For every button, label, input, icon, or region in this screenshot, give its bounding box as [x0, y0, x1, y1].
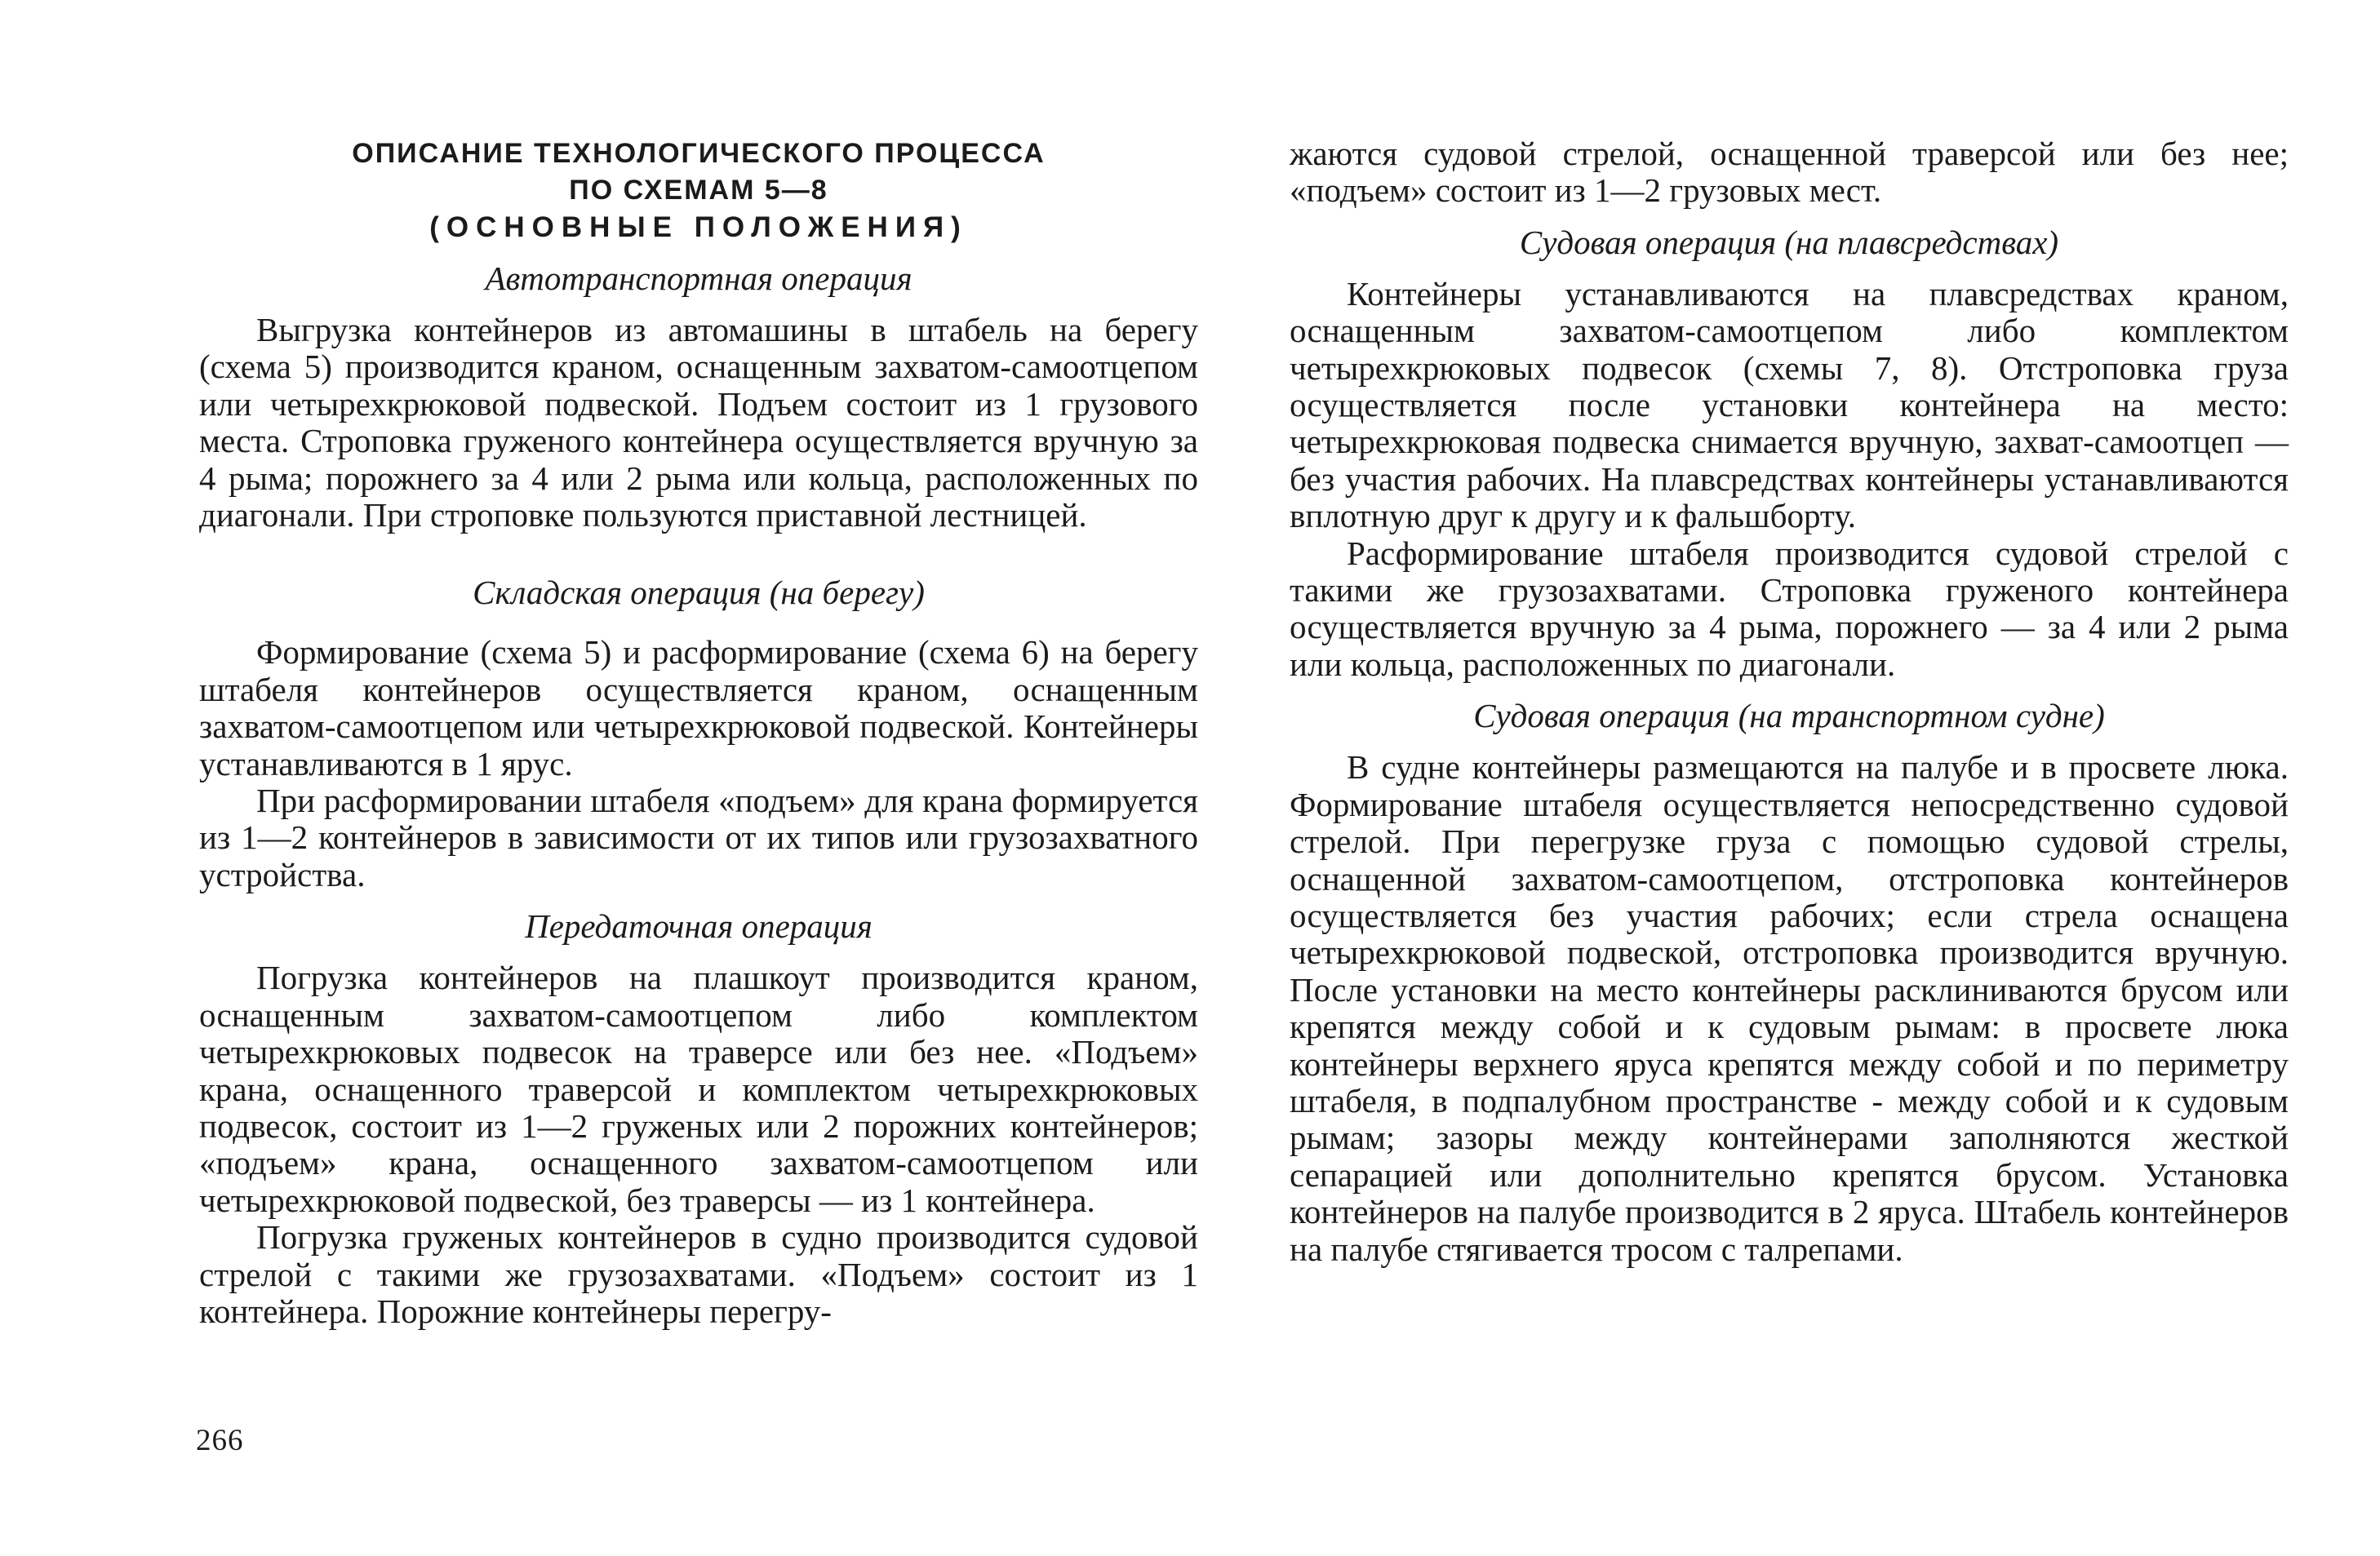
- paragraph-warehouse-1: Формирование (схема 5) и расформирование (схема 6) на берегу штабеля контейнеров осуществляется краном, оснащенным захватом-самоотцепом или четырехкрюковой подвеской. Контейнеры устанавливаются в 1 ярус.: [199, 633, 1198, 782]
- right-page: [1290, 135, 2289, 1268]
- section-heading-auto-transport: Автотранспортная операция: [485, 259, 912, 297]
- paragraph-ship-transport: В судне контейнеры размещаются на палубе и в просвете люка. Формирование штабеля осуществляется непосредственно судовой стрелой. При перегрузке груза с помощью судовой стрелы, оснащенной захватом-самоотцепом, отстроповка контейнеров осуществляется без участия рабочих; если стрела оснащена четырехкрюковой подвеской, отстроповка производится вручную. После установки на место контейнеры расклиниваются брусом или крепятся между собой и к судовым рымам: в просвете люка контейнеры верхнего яруса крепятся между собой и по периметру штабеля, в подпалубном пространстве - между собой и к судовым рымам; зазоры между контейнерами заполняются жесткой сепарацией или дополнительно крепятся брусом. Установка контейнеров на палубе производится в 2 яруса. Штабель контейнеров на палубе стягивается тросом с талрепами.: [1290, 748, 2289, 1268]
- paragraph-continuation: жаются судовой стрелой, оснащенной траверсой или без нее; «подъем» состоит из 1—2 грузовых мест.: [1290, 135, 2289, 210]
- paragraph-ship-floating-1: Контейнеры устанавливаются на плавсредствах краном, оснащенным захватом-самоотцепом либо комплектом четырехкрюковых подвесок (схемы 7, 8). Отстроповка груза осуществляется после установки контейнера на место: четырехкрюковая подвеска снимается вручную, захват-самоотцеп — без участия рабочих. На плавсредствах контейнеры устанавливаются вплотную друг к другу и к фальшборту.: [1290, 274, 2289, 535]
- paragraph-warehouse-2: При расформировании штабеля «подъем» для крана формируется из 1—2 контейнеров в зависимости от их типов или грузозахватного устройства.: [199, 782, 1198, 893]
- section-heading-ship-floating: Судовая операция (на плавсредствах): [1519, 223, 2059, 261]
- section-heading-ship-transport: Судовая операция (на транспортном судне): [1473, 697, 2105, 735]
- document-title-line-1: ОПИСАНИЕ ТЕХНОЛОГИЧЕСКОГО ПРОЦЕССА: [352, 138, 1046, 169]
- paragraph-transfer-2: Погрузка груженых контейнеров в судно производится судовой стрелой с такими же грузозахватами. «Подъем» состоит из 1 контейнера. Порожние контейнеры перегру-: [199, 1218, 1198, 1330]
- paragraph-auto-transport: Выгрузка контейнеров из автомашины в штабель на берегу (схема 5) производится краном, оснащенным захватом-самоотцепом или четырехкрюковой подвеской. Подъем состоит из 1 грузового места. Строповка груженого контейнера осуществляется вручную за 4 рыма; порожнего за 4 или 2 рыма или кольца, расположенных по диагонали. При строповке пользуются приставной лестницей.: [199, 311, 1198, 534]
- paragraph-ship-floating-2: Расформирование штабеля производится судовой стрелой с такими же грузозахватами. Строповка груженого контейнера осуществляется вручную за 4 рыма, порожнего — за 4 или 2 рыма или кольца, расположенных по диагонали.: [1290, 534, 2289, 683]
- page-number: 266: [196, 1424, 244, 1457]
- paragraph-transfer-1: Погрузка контейнеров на плашкоут производится краном, оснащенным захватом-самоотцепом либо комплектом четырехкрюковых подвесок на траверсе или без нее. «Подъем» крана, оснащенного траверсой и комплектом четырехкрюковых подвесок, состоит из 1—2 груженых или 2 порожних контейнеров; «подъем» крана, оснащенного захватом-самоотцепом или четырехкрюковой подвеской, без траверсы — из 1 контейнера.: [199, 959, 1198, 1219]
- document-title-line-2: ПО СХЕМАМ 5—8: [569, 175, 828, 206]
- section-heading-transfer: Передаточная операция: [525, 907, 873, 946]
- left-page: [199, 135, 1198, 1330]
- document-title-line-3: (ОСНОВНЫЕ ПОЛОЖЕНИЯ): [429, 211, 968, 243]
- section-heading-warehouse: Складская операция (на берегу): [473, 574, 925, 612]
